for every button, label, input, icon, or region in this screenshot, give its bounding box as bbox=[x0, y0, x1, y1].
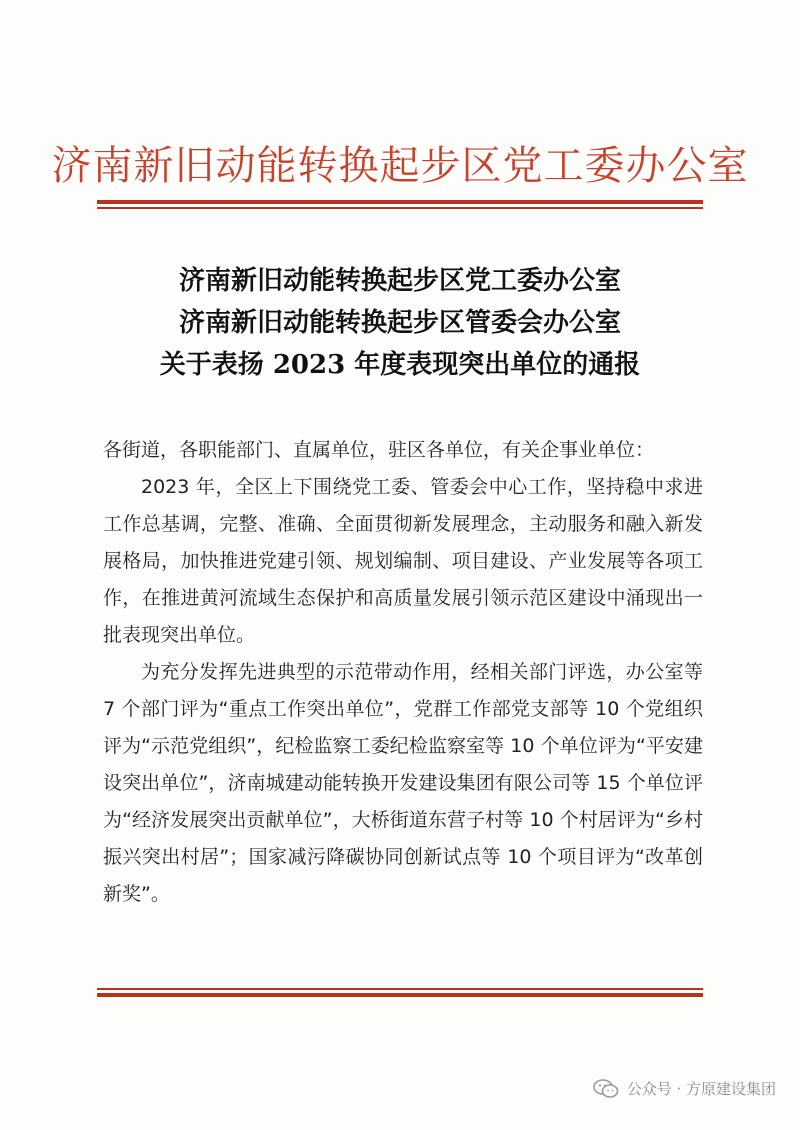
wechat-watermark bbox=[593, 1078, 776, 1099]
header-red-rule-thin bbox=[97, 207, 703, 209]
wechat-icon bbox=[593, 1079, 619, 1099]
title-line-1: 济南新旧动能转换起步区党工委办公室 bbox=[178, 266, 621, 296]
masthead-title: 济南新旧动能转换起步区党工委办公室 bbox=[51, 143, 749, 189]
paragraph-2: 为充分发挥先进典型的示范带动作用，经相关部门评选，办公室等 7 个部门评为“重点工作突出单位”，党群工作部党支部等 10 个党组织评为“示范党组织”，纪检监察工委纪检监察室等 10 个单位评为“平安建设突出单位”，济南城建动能转换开发建设集团有限公司等 15 个单位评为“经济发展突出贡献单位”，大桥街道东营子村等 10 个村居评为“乡村振兴突出村居”；国家减污降碳协同创新试点等 10 个项目评为“改革创新奖”。 bbox=[103, 661, 703, 905]
title-line-3: 关于表扬 2023 年度表现突出单位的通报 bbox=[159, 350, 641, 380]
document-body bbox=[103, 432, 703, 913]
paragraph-1: 2023 年，全区上下围绕党工委、管委会中心工作，坚持稳中求进工作总基调，完整、准确、全面贯彻新发展理念，主动服务和融入新发展格局，加快推进党建引领、规划编制、项目建设、产业发展等各项工作，在推进黄河流域生态保护和高质量发展引领示范区建设中涌现出一批表现突出单位。 bbox=[103, 476, 703, 646]
salutation: 各街道，各职能部门、直属单位，驻区各单位，有关企事业单位： bbox=[103, 439, 655, 461]
title-line-2: 济南新旧动能转换起步区管委会办公室 bbox=[178, 308, 621, 338]
footer-red-rule-thin bbox=[97, 988, 703, 990]
header-red-rule-thick bbox=[97, 200, 703, 204]
footer-red-rule-thick bbox=[97, 993, 703, 997]
document-title bbox=[0, 260, 800, 386]
watermark-text: 公众号 · 方原建设集团 bbox=[626, 1080, 776, 1098]
